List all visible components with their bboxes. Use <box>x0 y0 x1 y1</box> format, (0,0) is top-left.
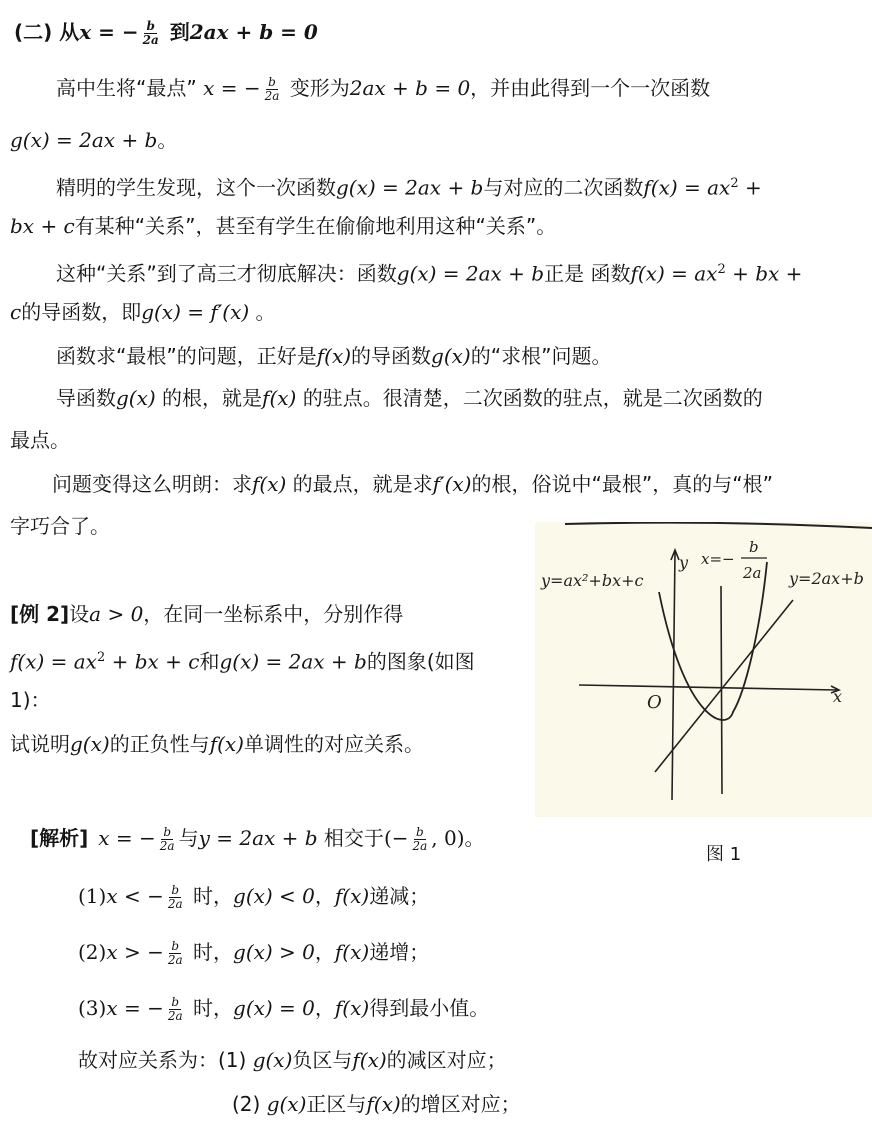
heading-formula-pre: x = − <box>79 20 139 44</box>
paragraph-2-line-2: bx + c有某种“关系”，甚至有学生在偷偷地利用这种“关系”。 <box>10 214 557 238</box>
fraction: $\frac{b}{2a}$ <box>264 75 280 103</box>
section-heading <box>14 20 318 47</box>
example-line-2: $f(x) = ax^2$ + bx + c和g(x) = 2ax + b的图象(如图 <box>10 649 475 674</box>
label-vertical-pre: x=− <box>701 550 735 568</box>
solution-line-1: [解析] x = − $\frac{b}{2a}$ 与y = 2ax + b 相交于(− $\frac{b}{2a}$ , 0)。 <box>30 825 485 853</box>
paragraph-5-line-2: 最点。 <box>10 428 70 452</box>
paragraph-6-line-1: 问题变得这么明朗：求f(x) 的最点，就是求f′(x)的根，俗说中“最根”，真的与“根” <box>52 472 773 496</box>
solution-case-3: (3)x = − $\frac{b}{2a}$ 时，g(x) = 0，f(x)得到最小值。 <box>78 995 490 1023</box>
example-line-1: [例 2]设a > 0，在同一坐标系中，分别作得 <box>10 602 404 626</box>
label-origin: O <box>647 692 662 713</box>
paragraph-6-line-2: 字巧合了。 <box>10 514 110 538</box>
label-f: y=ax²+bx+c <box>541 571 644 590</box>
example-line-4: 试说明g(x)的正负性与f(x)单调性的对应关系。 <box>10 732 424 756</box>
figure-caption: 图 1 <box>706 844 742 865</box>
example-tag: [例 2] <box>10 602 70 626</box>
paragraph-3-line-2: c的导函数，即g(x) = f′(x) 。 <box>10 300 276 324</box>
label-x: x <box>833 687 843 706</box>
paragraph-3-line-1: 这种“关系”到了高三才彻底解决：函数g(x) = 2ax + b正是 函数$f(x) = ax^2$ + bx + <box>56 261 803 286</box>
heading-mid: 到 <box>162 20 190 44</box>
example-line-3: 1)： <box>10 688 51 712</box>
fraction: $\frac{b}{2a}$ <box>167 883 183 911</box>
conclusion-line-2: (2) g(x)正区与f(x)的增区对应； <box>232 1092 521 1116</box>
paragraph-1-line-2: g(x) = 2ax + b。 <box>10 128 178 152</box>
paragraph-5-line-1: 导函数g(x) 的根，就是f(x) 的驻点。很清楚，二次函数的驻点，就是二次函数的 <box>56 386 763 410</box>
solution-case-1: (1)x < − $\frac{b}{2a}$ 时，g(x) < 0，f(x)递减； <box>78 883 430 911</box>
fraction: $\frac{b}{2a}$ <box>159 825 175 853</box>
heading-label: (二) 从 <box>14 20 80 44</box>
heading-formula-post: 2ax + b = 0 <box>189 20 318 44</box>
fraction: $\frac{b}{2a}$ <box>167 995 183 1023</box>
solution-tag: [解析] <box>30 826 89 850</box>
conclusion-line-1: 故对应关系为：(1) g(x)负区与f(x)的减区对应； <box>78 1048 507 1072</box>
label-y: y <box>679 553 689 572</box>
label-vertical-num: b <box>749 538 759 556</box>
label-g: y=2ax+b <box>789 569 864 588</box>
heading-fraction: $\frac{b}{2a}$ <box>142 19 159 47</box>
fraction: $\frac{b}{2a}$ <box>167 939 183 967</box>
solution-case-2: (2)x > − $\frac{b}{2a}$ 时，g(x) > 0，f(x)递增； <box>78 939 430 967</box>
paragraph-4: 函数求“最根”的问题，正好是f(x)的导函数g(x)的“求根”问题。 <box>56 344 612 368</box>
paragraph-1-line-1: 高中生将“最点” x = − $\frac{b}{2a}$ 变形为2ax + b = 0，并由此得到一个一次函数 <box>56 75 711 103</box>
figure-graph <box>535 522 872 817</box>
label-vertical-den: 2a <box>743 564 762 582</box>
paragraph-2-line-1: 精明的学生发现，这个一次函数g(x) = 2ax + b与对应的二次函数$f(x) = ax^2$ + <box>56 175 762 200</box>
fraction: $\frac{b}{2a}$ <box>412 825 428 853</box>
